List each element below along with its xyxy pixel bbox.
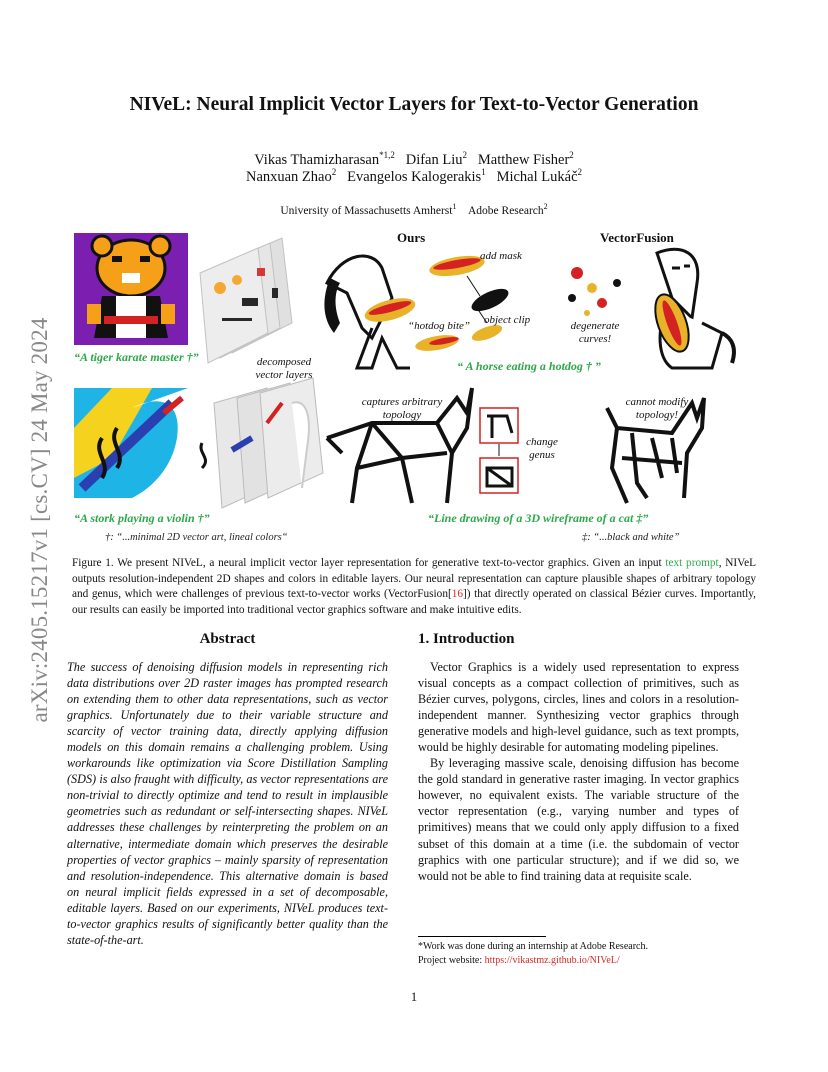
arxiv-side-identifier: arXiv:2405.15217v1 [cs.CV] 24 May 2024 <box>27 317 52 723</box>
footnote-rule <box>418 936 546 937</box>
footnotes <box>418 940 739 968</box>
page-number: 1 <box>410 990 418 1004</box>
label-hotdog-bite: “hotdog bite” <box>408 320 471 332</box>
footnote-work: *Work was done during an internship at Adobe Research. <box>418 941 648 952</box>
horse-ours-image <box>324 256 417 368</box>
figure-1-artwork <box>72 228 756 546</box>
introduction-text <box>418 659 739 884</box>
label-cannot-modify: cannot modify topology! <box>625 396 689 421</box>
note-dagger: †: “...minimal 2D vector art, lineal colors“ <box>105 532 288 543</box>
tiger-karate-image <box>74 233 188 345</box>
label-captures: captures arbitrary topology <box>361 396 443 421</box>
label-degenerate: degenerate curves! <box>570 320 620 345</box>
figure-1 <box>72 228 756 546</box>
figure-caption: Figure 1. We present NIVeL, a neural implicit vector layer representation for generative text-to-vector graphics. Given an input text prompt, NIVeL outputs resolution-independent 2D shapes and colors in editable layers. Our neural representation can capture plausible shapes of arbitrary topology and genus, which were challenges of previous text-to-vector works (VectorFusion[16]) that directly operated on classical Bézier curves. Importantly, our results can easily be imported into traditional vector graphics software and make intuitive edits. <box>72 557 756 616</box>
prompt-horse: “ A horse eating a hotdog † ” <box>457 359 601 373</box>
abstract-heading: Abstract <box>199 631 256 647</box>
label-add-mask: add mask <box>480 250 522 262</box>
tiger-vector-layers <box>200 238 292 363</box>
text-prompt-link[interactable]: text prompt <box>665 557 719 569</box>
intro-paragraph-2: By leveraging massive scale, denoising diffusion has become the gold standard in generative raster imaging. In vector graphics however, no equivalent exists. The variable structure of the vector representation (e.g., varying number and types of primitives) means that we could only apply diffusion to a fixed subset of this domain at a time (i.e. the subdomain of vector graphics with one particular structure); and if we did so, we would not be able to find training data at requisite scale. <box>418 756 739 883</box>
abstract-text: The success of denoising diffusion models in representing rich data distributions over 2D raster images has prompted research on extending them to other data representations, such as vector graphics. Unfortunately due to their variable structure and scarcity of vector training data, directly applying diffusion models on this domain remains a challenging problem. Using workarounds like optimization via Score Distillation Sampling (SDS) is also fraught with difficulty, as vector representations are non-trivial to directly optimize and tend to result in implausible geometries such as redundant or self-intersecting shapes. NIVeL addresses these challenges by reinterpreting the problem on an alternative, intermediate domain which preserves the desirable properties of vector graphics – mainly sparsity of representation and resolution-independence. This alternative domain is based on neural implicit fields expressed in a set of decomposable, editable layers. Based on our experiments, NIVeL produces text-to-vector graphics results of significantly better quality than the state-of-the-art. <box>67 660 388 947</box>
prompt-tiger: “A tiger karate master †” <box>74 350 199 364</box>
heading-ours: Ours <box>397 230 426 245</box>
hotdog-edits <box>414 252 511 353</box>
stork-vector-layers <box>201 378 323 508</box>
label-object-clip: object clip <box>484 314 531 326</box>
note-ddagger: ‡: “...black and white” <box>582 532 680 543</box>
prompt-cat: “Line drawing of a 3D wireframe of a cat ‡” <box>428 511 649 525</box>
horse-vectorfusion-image <box>568 249 734 368</box>
project-website-link[interactable]: https://vikastmz.github.io/NIVeL/ <box>484 955 620 966</box>
label-change-genus: change genus <box>526 436 558 461</box>
prompt-stork: “A stork playing a violin †” <box>74 511 210 525</box>
footnote-website: Project website: https://vikastmz.github.io/NIVeL/ <box>418 955 620 966</box>
authors-line-2: Nanxuan Zhao$^2$ Evangelos Kalogerakis$^1$ Michal Lukáč$^2$ <box>245 167 583 185</box>
introduction-heading: 1. Introduction <box>418 631 515 647</box>
intro-paragraph-1: Vector Graphics is a widely used representation to express visual concepts as a compact collection of primitives, such as Bézier curves, polygons, circles, lines and colors in a resolution-independent manner. Synthesizing vector graphics through generative models and high-level guidance, such as text prompts, would be highly desirable for automating modeling pipelines. <box>418 660 739 755</box>
paper-title: NIVeL: Neural Implicit Vector Layers for Text-to-Vector Generation <box>129 94 699 115</box>
affiliations: University of Massachusetts Amherst$^1$ Adobe Research$^2$ <box>280 202 548 217</box>
authors-line-1: Vikas Thamizharasan$^{*1,2}$ Difan Liu$^2$ Matthew Fisher$^2$ <box>254 150 574 168</box>
heading-vectorfusion: VectorFusion <box>600 230 674 245</box>
label-decomposed: decomposed vector layers <box>255 356 313 381</box>
stork-violin-image <box>74 388 188 498</box>
citation-16[interactable]: 16 <box>451 588 464 601</box>
